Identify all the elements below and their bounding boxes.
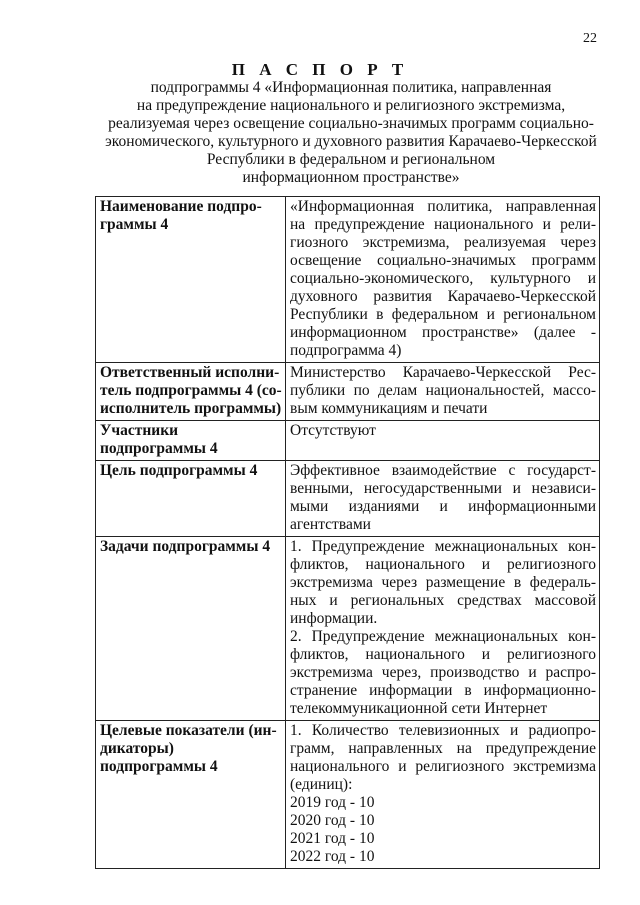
- row-value-participants: Отсутствуют: [286, 421, 600, 461]
- indicator-description: 1. Количество телевизионных и радиопро-грамм, направленных на предупреждение национального и религиозного экстремизма (единиц):: [290, 722, 596, 793]
- subtitle-line: экономического, культурного и духовного развития Карачаево-Черкесской: [105, 133, 597, 150]
- task-item: 1. Предупреждение межнациональных кон-фликтов, национального и религиозного экстремизма через размещение в федераль-ных и региональных средствах массовой информации.: [290, 538, 596, 627]
- table-row: [96, 363, 600, 421]
- task-item: 2. Предупреждение межнациональных кон-фликтов, национального и религиозного экстремизма через, производство и распро-странение информации в информационно-телекоммуникационной сети Интернет: [290, 628, 596, 717]
- subtitle-line: на предупреждение национального и религиозного экстремизма,: [136, 97, 566, 114]
- row-value-name: «Информационная политика, направленная на предупреждение национального и рели-гиозного экстремизма, реализуемая через освещение социально-значимых программ социально-экономического, культурного и духовного развития Карачаево-Черкесской Республики в федеральном и региональном информационном пространстве» (далее - подпрограмма 4): [286, 197, 600, 363]
- document-subtitle: [96, 79, 606, 187]
- row-value-tasks: [286, 537, 600, 721]
- row-label-indicators: Целевые показатели (ин-дикаторы) подпрограммы 4: [96, 721, 286, 869]
- subtitle-line: реализуемая через освещение социально-значимых программ социально-: [108, 115, 594, 132]
- table-row: [96, 721, 600, 869]
- table-row: [96, 197, 600, 363]
- subtitle-line: Республики в федеральном и региональном: [206, 151, 496, 168]
- row-label-tasks: Задачи подпрограммы 4: [96, 537, 286, 721]
- document-title: П А С П О Р Т: [231, 60, 409, 79]
- indicator-year-value: 2022 год - 10: [290, 848, 375, 865]
- row-label-participants: Участники подпрограммы 4: [96, 421, 286, 461]
- indicator-year-value: 2020 год - 10: [290, 812, 375, 829]
- row-value-responsible: Министерство Карачаево-Черкесской Рес-публики по делам национальностей, массо-вым коммуникациям и печати: [286, 363, 600, 421]
- row-label-name: Наименование подпро-граммы 4: [96, 197, 286, 363]
- row-label-responsible: Ответственный исполни-тель подпрограммы 4 (со-исполнитель программы): [96, 363, 286, 421]
- indicator-year-value: 2021 год - 10: [290, 830, 375, 847]
- indicator-year-value: 2019 год - 10: [290, 794, 375, 811]
- subtitle-line: информационном пространстве»: [242, 169, 460, 186]
- passport-table: [95, 196, 600, 869]
- row-value-indicators: [286, 721, 600, 869]
- row-value-goal: Эффективное взаимодействие с государст-венными, негосударственными и независи-мыми изданиями и информационными агентствами: [286, 461, 600, 537]
- row-label-goal: Цель подпрограммы 4: [96, 461, 286, 537]
- table-row: [96, 537, 600, 721]
- table-row: [96, 421, 600, 461]
- subtitle-line: подпрограммы 4 «Информационная политика, направленная: [150, 79, 552, 96]
- table-row: [96, 461, 600, 537]
- page-number: 22: [583, 31, 597, 46]
